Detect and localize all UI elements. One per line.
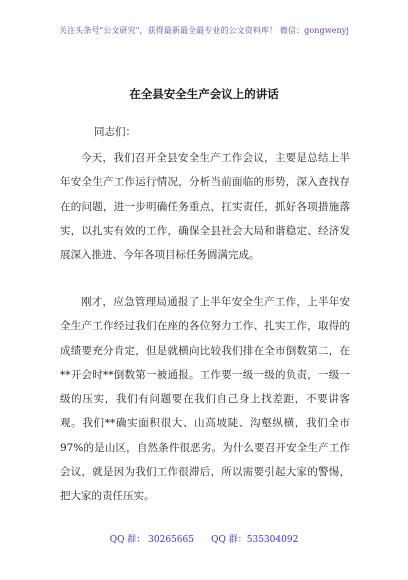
header-note: 关注头条号"公文研究"，获得最新最全最专业的公文资料库！ 微信：gongwenyj <box>59 26 349 35</box>
paragraph-2: 刚才，应急管理局通报了上半年安全生产工作，上半年安全生产工作经过我们在座的各位努力工作、扎实工作，取得的成绩要充分肯定，但是就横向比较我们排在全市倒数第二，在**开会时**倒数第一被通报。工作要一级一级的负责，一级一级的压实，我们有问题要在我们自己身上找差距，不要讲客观。我们**确实面积很大、山高坡陡、沟壑纵横，我们全市97%的是山区，自然条件很恶劣。为什么要召开安全生产工作会议，就是因为我们工作很滞后，所以需要引起大家的警惕，把大家的责任压实。 <box>60 296 350 503</box>
footer-contact: QQ 群： 30265665 QQ 群：535304092 <box>109 535 299 545</box>
salutation: 同志们： <box>94 126 136 138</box>
document-title: 在全县安全生产会议上的讲话 <box>129 87 279 101</box>
paragraph-1: 今天，我们召开全县安全生产工作会议，主要是总结上半年安全生产工作运行情况，分析当前面临的形势，深入查找存在的问题，进一步明确任务重点，扛实责任，抓好各项措施落实，以扎实有效的工作，确保全县社会大局和谐稳定、经济发展深入推进、今年各项目标任务圆满完成。 <box>60 152 350 262</box>
